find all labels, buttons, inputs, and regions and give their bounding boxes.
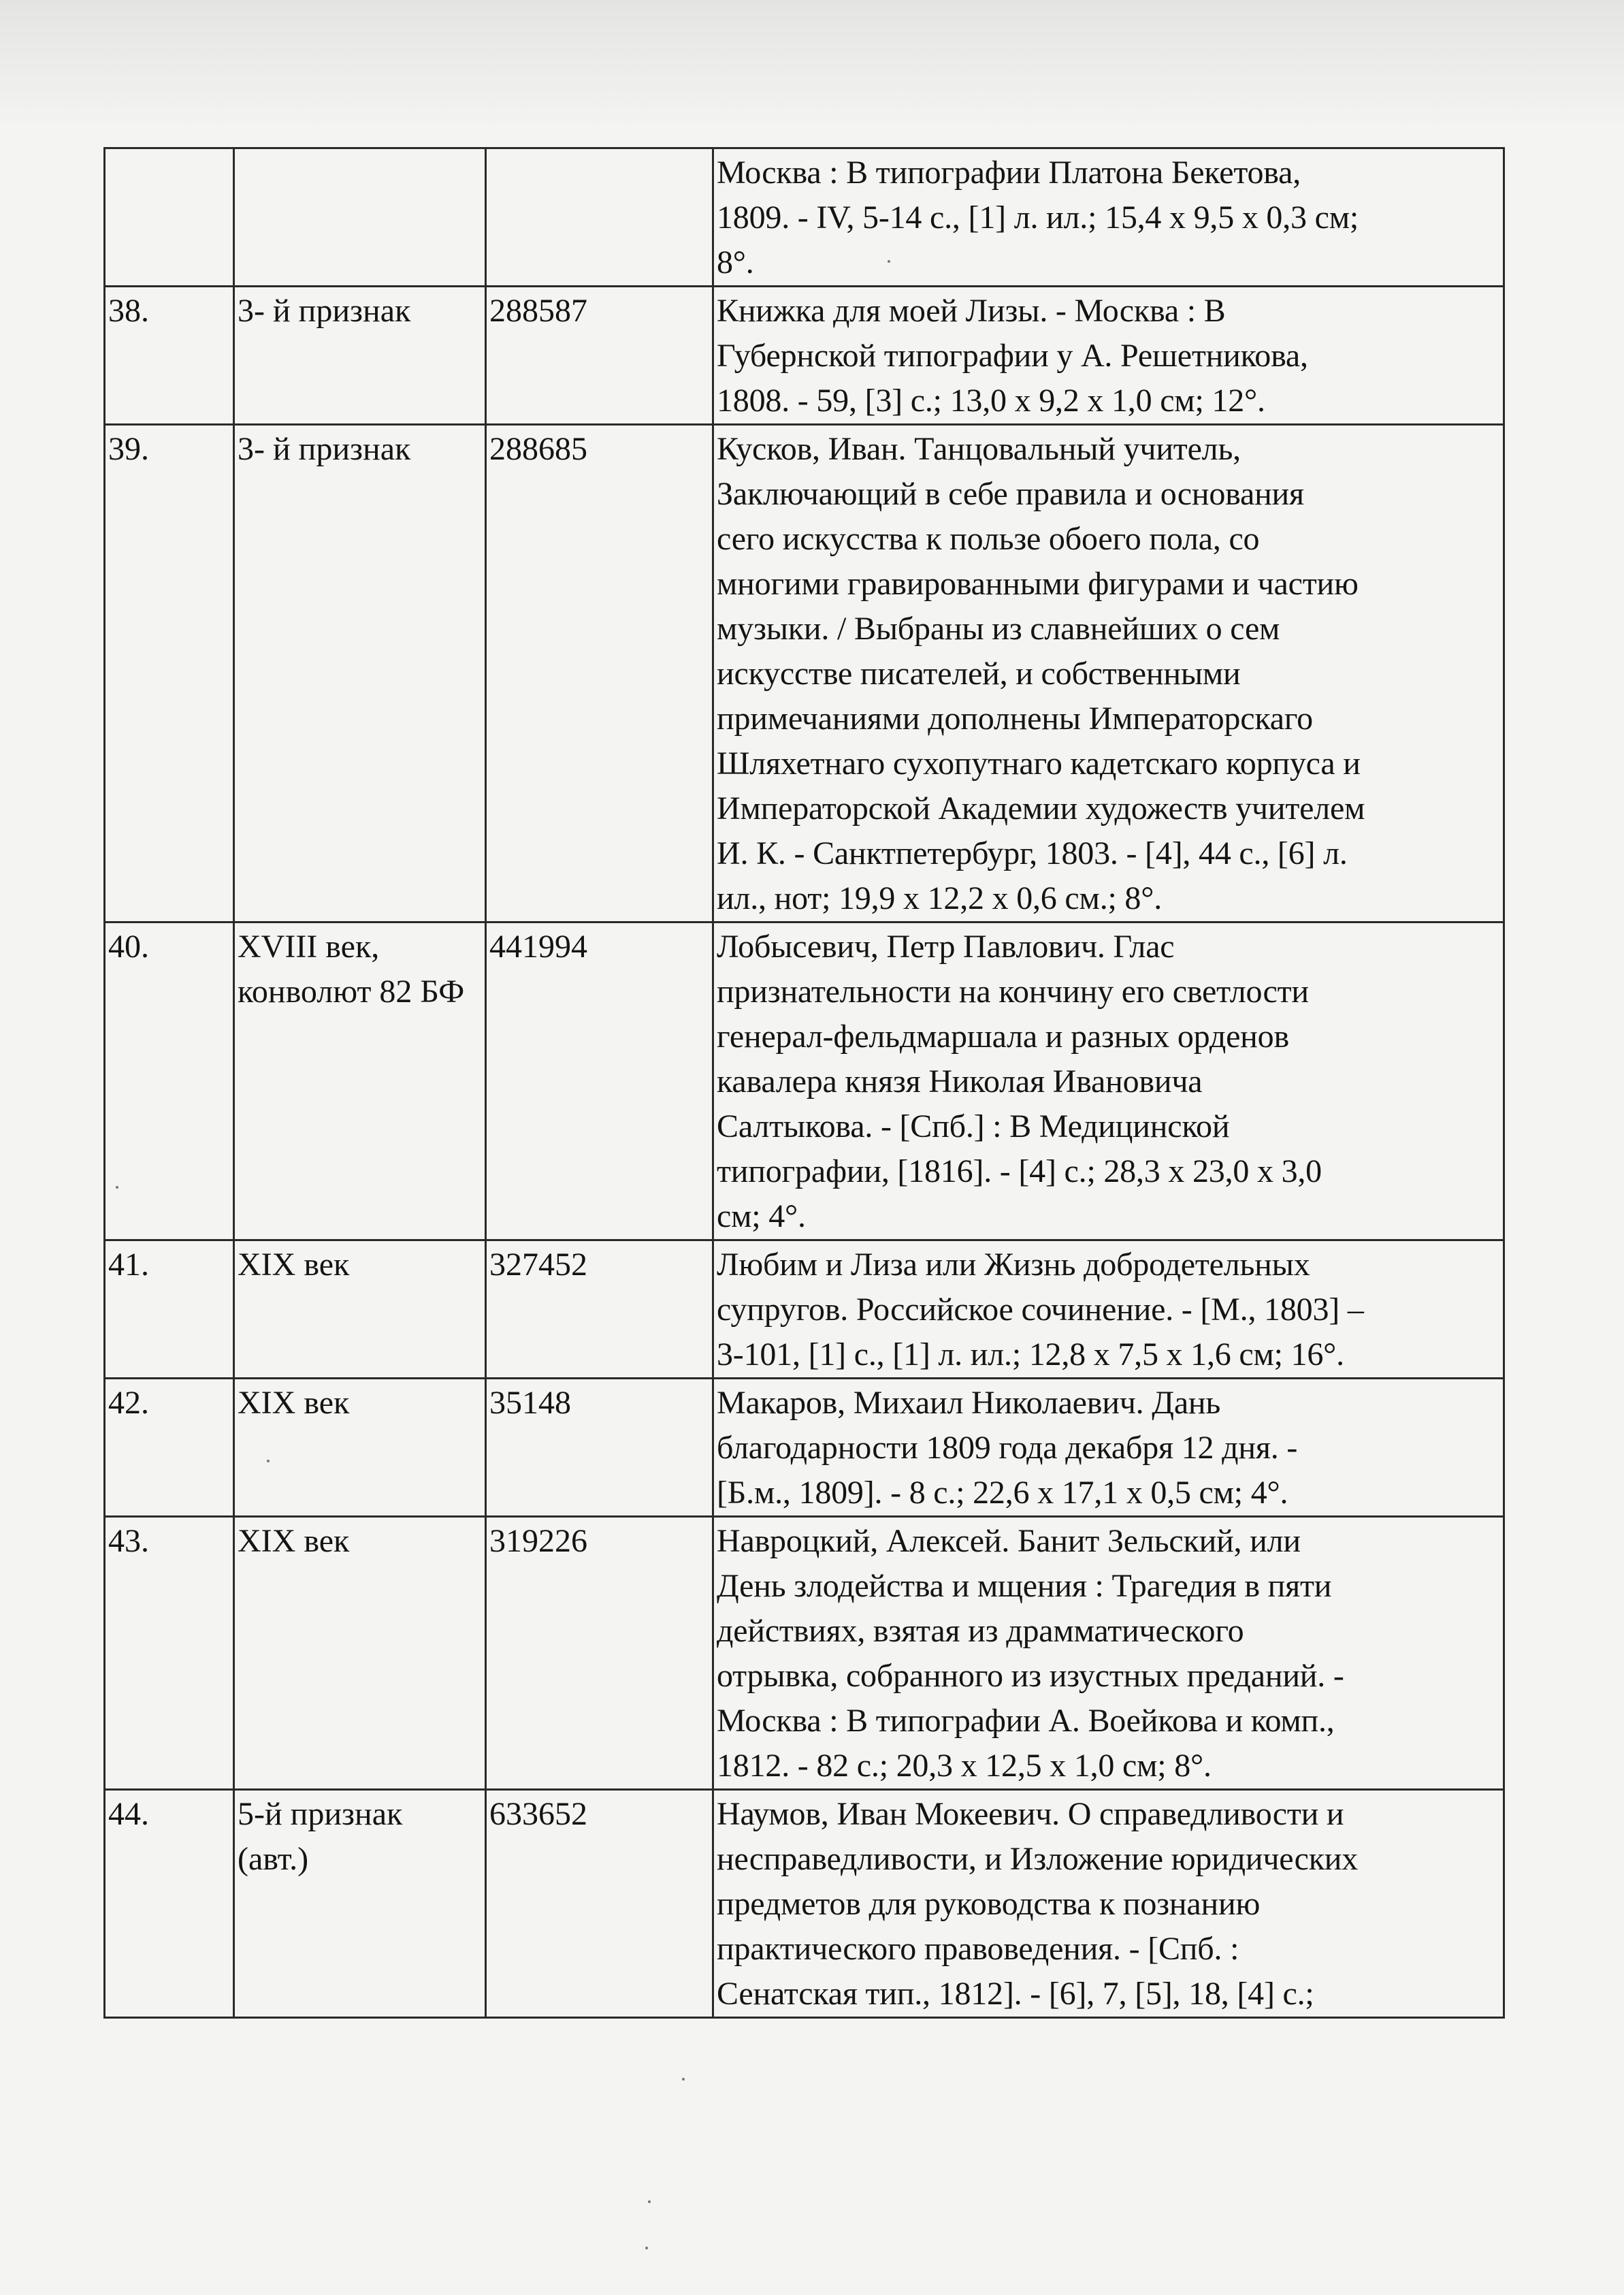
- description-line: Москва : В типографии А. Воейкова и комп.,: [717, 1703, 1335, 1739]
- row-number-cell: 39.: [105, 425, 234, 922]
- category-cell: XIX век: [234, 1517, 486, 1790]
- row-number-cell: 44.: [105, 1790, 234, 2018]
- description-line: Кусков, Иван. Танцовальный учитель,: [717, 431, 1241, 467]
- category-cell: [234, 148, 486, 287]
- scan-speck: [682, 2078, 685, 2081]
- category-cell: XIX век: [234, 1240, 486, 1379]
- inventory-number-cell: 288685: [486, 425, 713, 922]
- table-row: [105, 1517, 1504, 1790]
- description-line: Макаров, Михаил Николаевич. Дань: [717, 1385, 1221, 1421]
- description-line: многими гравированными фигурами и частию: [717, 566, 1359, 602]
- category-cell: XVIII век, конволют 82 БФ: [234, 922, 486, 1240]
- table-row: [105, 1240, 1504, 1379]
- description-line: см; 4°.: [717, 1198, 806, 1234]
- table-row: [105, 148, 1504, 287]
- category-cell: 3- й признак: [234, 287, 486, 425]
- description-line: признательности на кончину его светлости: [717, 974, 1309, 1010]
- description-line: искусстве писателей, и собственными: [717, 656, 1241, 692]
- description-line: Книжка для моей Лизы. - Москва : В: [717, 293, 1226, 329]
- book-catalog-table: [103, 147, 1505, 2019]
- description-line: Москва : В типографии Платона Бекетова,: [717, 155, 1301, 191]
- description-line: супругов. Российское сочинение. - [М., 1803] –: [717, 1291, 1364, 1328]
- description-line: 8°.: [717, 244, 754, 280]
- description-line: Сенатская тип., 1812]. - [6], 7, [5], 18, [4] с.;: [717, 1976, 1314, 2012]
- scan-speck: [267, 1460, 270, 1462]
- description-line: кавалера князя Николая Ивановича: [717, 1063, 1203, 1100]
- inventory-number-cell: 633652: [486, 1790, 713, 2018]
- table-row: [105, 425, 1504, 922]
- description-cell: [713, 922, 1504, 1240]
- category-cell: 5-й признак (авт.): [234, 1790, 486, 2018]
- description-line: Шляхетнаго сухопутнаго кадетскаго корпуса и: [717, 745, 1361, 782]
- description-line: Любим и Лиза или Жизнь добродетельных: [717, 1247, 1310, 1283]
- row-number-cell: 43.: [105, 1517, 234, 1790]
- scan-speck: [888, 260, 890, 263]
- description-line: Наумов, Иван Мокеевич. О справедливости и: [717, 1796, 1344, 1832]
- inventory-number-cell: 441994: [486, 922, 713, 1240]
- scan-speck: [645, 2247, 648, 2249]
- description-line: Императорской Академии художеств учителем: [717, 790, 1365, 826]
- description-cell: [713, 287, 1504, 425]
- description-line: сего искусства к пользе обоего пола, со: [717, 521, 1260, 557]
- description-cell: [713, 1517, 1504, 1790]
- scan-speck: [116, 1186, 118, 1189]
- table-row: [105, 922, 1504, 1240]
- description-line: примечаниями дополнены Императорскаго: [717, 701, 1313, 737]
- inventory-number-cell: 327452: [486, 1240, 713, 1379]
- row-number-cell: 40.: [105, 922, 234, 1240]
- description-line: 3-101, [1] с., [1] л. ил.; 12,8 х 7,5 х 1,6 см; 16°.: [717, 1336, 1344, 1373]
- description-line: музыки. / Выбраны из славнейших о сем: [717, 611, 1280, 647]
- description-line: Навроцкий, Алексей. Банит Зельский, или: [717, 1523, 1301, 1559]
- description-line: Салтыкова. - [Спб.] : В Медицинской: [717, 1108, 1230, 1144]
- inventory-number-cell: 288587: [486, 287, 713, 425]
- description-line: предметов для руководства к познанию: [717, 1886, 1261, 1922]
- description-cell: [713, 1790, 1504, 2018]
- description-line: действиях, взятая из драмматического: [717, 1613, 1244, 1649]
- description-line: 1809. - IV, 5-14 с., [1] л. ил.; 15,4 х 9,5 х 0,3 см;: [717, 199, 1359, 236]
- catalog-body: [105, 148, 1504, 2018]
- description-line: практического правоведения. - [Спб. :: [717, 1931, 1239, 1967]
- description-line: Губернской типографии у А. Решетникова,: [717, 338, 1308, 374]
- table-row: [105, 1790, 1504, 2018]
- inventory-number-cell: [486, 148, 713, 287]
- description-line: И. К. - Санктпетербург, 1803. - [4], 44 с., [6] л.: [717, 835, 1348, 871]
- description-line: 1812. - 82 с.; 20,3 х 12,5 х 1,0 см; 8°.: [717, 1748, 1212, 1784]
- description-line: [Б.м., 1809]. - 8 с.; 22,6 х 17,1 х 0,5 см; 4°.: [717, 1475, 1288, 1511]
- description-line: Заключающий в себе правила и основания: [717, 476, 1304, 512]
- row-number-cell: 42.: [105, 1379, 234, 1517]
- description-line: ил., нот; 19,9 х 12,2 х 0,6 см.; 8°.: [717, 880, 1163, 916]
- description-line: 1808. - 59, [3] с.; 13,0 х 9,2 х 1,0 см; 12°.: [717, 383, 1265, 419]
- table-row: [105, 287, 1504, 425]
- scan-top-shade: [0, 0, 1624, 129]
- scan-speck: [648, 2200, 651, 2203]
- table-row: [105, 1379, 1504, 1517]
- row-number-cell: 38.: [105, 287, 234, 425]
- description-cell: [713, 148, 1504, 287]
- description-line: благодарности 1809 года декабря 12 дня. -: [717, 1430, 1298, 1466]
- description-cell: [713, 1379, 1504, 1517]
- description-line: типографии, [1816]. - [4] с.; 28,3 х 23,0 х 3,0: [717, 1153, 1322, 1189]
- category-cell: 3- й признак: [234, 425, 486, 922]
- inventory-number-cell: 35148: [486, 1379, 713, 1517]
- description-line: отрывка, собранного из изустных преданий. -: [717, 1658, 1344, 1694]
- description-line: несправедливости, и Изложение юридических: [717, 1841, 1359, 1877]
- row-number-cell: 41.: [105, 1240, 234, 1379]
- description-line: генерал-фельдмаршала и разных орденов: [717, 1018, 1289, 1055]
- description-cell: [713, 425, 1504, 922]
- description-cell: [713, 1240, 1504, 1379]
- description-line: День злодейства и мщения : Трагедия в пяти: [717, 1568, 1332, 1604]
- description-line: Лобысевич, Петр Павлович. Глас: [717, 929, 1175, 965]
- row-number-cell: [105, 148, 234, 287]
- inventory-number-cell: 319226: [486, 1517, 713, 1790]
- category-cell: XIX век: [234, 1379, 486, 1517]
